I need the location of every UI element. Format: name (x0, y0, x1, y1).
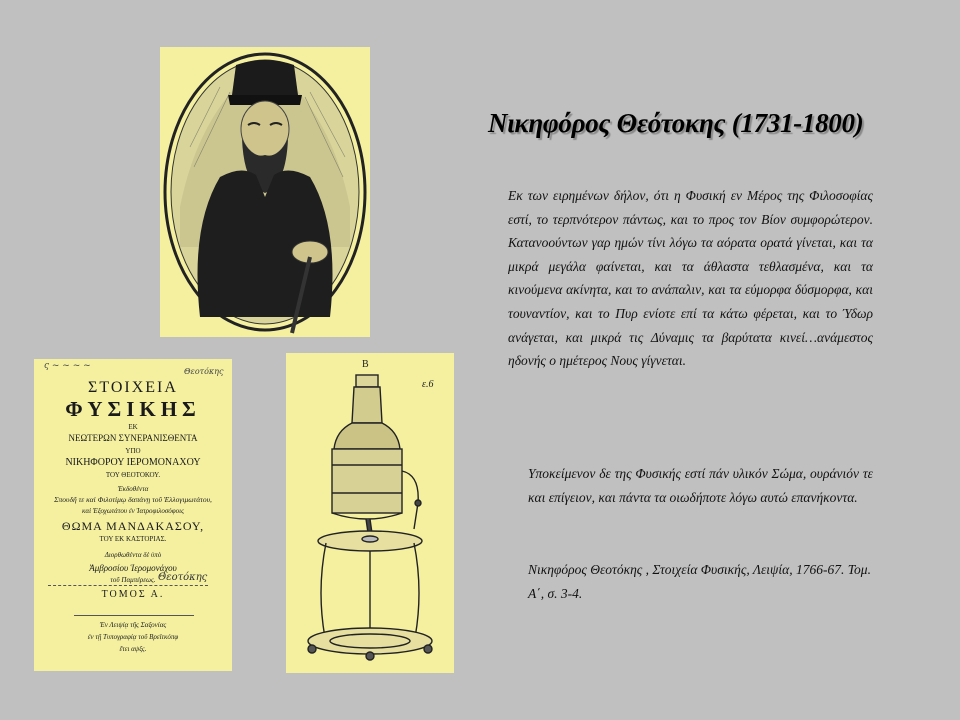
quote-paragraph: Εκ των ειρημένων δήλον, ότι η Φυσική εν Μέρος της Φιλοσοφίας εστί, το τερπνότερον πάντως, και το προς τον Βίον συμφορώτερον. Κατανοούντων γαρ ημών τίνι λόγω τα αόρατα ορατά γίνεται, και τα μικρά μεγάλα φαίνεται, και τα άθλαστα τεθλασμένα, και τα κινούμενα ακίνητα, και το ανάπαλιν, και τα εύμορφα δύσμορφα, και τουναντίον, και το Πυρ ενίοτε επί τα κάτω φέρεται, και το Ύδωρ ανάγεται, και μικρά τις Δύναμις τα βαρύτατα κινεί…ανάμεστος ηδονής ο ημέτερος Νους γίγνεται. (508, 188, 873, 369)
handwriting-signature: Θεοτόκης (158, 572, 208, 583)
handwriting-note: ς ~ ~ ~ ~ (44, 361, 91, 371)
slide-title: Νικηφόρος Θεότοκης (1731-1800) (488, 108, 864, 138)
book-line19: ἔτει αψξς. (119, 645, 147, 653)
book-line18: ἐν τῇ Τυπογραφίᾳ τοῦ Βρεϊτκόπφ (87, 633, 179, 641)
portrait-image (160, 47, 370, 337)
book-line11: ΘΩΜΑ ΜΑΝΔΑΚΑΣΟΥ, (61, 519, 205, 533)
subject-paragraph: Υποκείμενον δε της Φυσικής εστί πάν υλικόν Σώμα, ουράνιόν τε και επίγειον, και πάντα τα οιωδήποτε λόγω αυτώ επανήκοντα. (528, 466, 873, 505)
device-label-side: ε.6 (422, 379, 434, 390)
book-title-line2: ΦΥΣΙΚΗΣ (65, 397, 201, 421)
book-line9: Σπουδῆ τε καὶ Φιλοτίμῳ δαπάνῃ τοῦ Ἐλλογιμωτάτου, (54, 495, 212, 504)
book-divider (74, 615, 194, 616)
citation: Νικηφόρος Θεοτόκης , Στοιχεία Φυσικής, Λειψία, 1766-67. Τομ. Α΄, σ. 3-4. (528, 562, 871, 601)
device-engraving (286, 353, 454, 673)
book-title-page-image (34, 359, 232, 671)
book-author-line: ΝΙΚΗΦΟΡΟΥ ΙΕΡΟΜΟΝΑΧΟΥ (65, 457, 201, 468)
book-line4: ΝΕΩΤΕΡΩΝ ΣΥΝΕΡΑΝΙΣΘΕΝΤΑ (68, 433, 198, 443)
book-rule (48, 585, 208, 586)
book-line8: Ἐκδοθέντα (117, 485, 149, 493)
book-title-line1: ΣΤΟΙΧΕΙΑ (88, 379, 178, 396)
book-line13: Διορθωθέντα δὲ ὑπὸ (104, 551, 162, 559)
book-line5: ΥΠΟ (125, 447, 141, 455)
book-line17: Ἐν Λειψίᾳ τῆς Σαξονίας (99, 621, 167, 629)
device-label-top: B (362, 359, 369, 370)
book-line7: ΤΟΥ ΘΕΟΤΟΚΟΥ. (105, 471, 161, 479)
book-line3: ΕΚ (128, 423, 138, 431)
handwriting-signature-top: Θεοτόκης (184, 367, 224, 376)
book-line14: Ἀμβροσίου Ἱερομονάχου (89, 563, 177, 573)
book-line10: καὶ Ἐξοχωτάτου ἐν Ἰατροφιλοσόφοις (82, 507, 184, 515)
book-line12: ΤΟΥ ΕΚ ΚΑΣΤΟΡΙΑΣ. (99, 535, 167, 543)
book-line15: τοῦ Παμπέρεως. (110, 576, 156, 584)
book-volume: ΤΟΜΟΣ Α. (101, 589, 165, 600)
scientific-device-image (286, 353, 454, 673)
portrait-engraving (160, 47, 370, 337)
